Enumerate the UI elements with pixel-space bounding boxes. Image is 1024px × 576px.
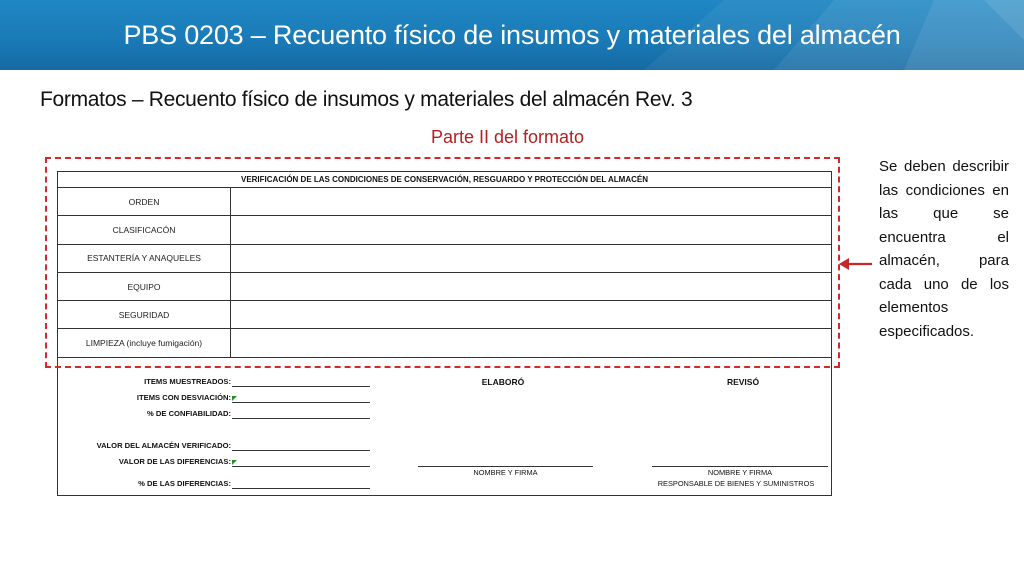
row-label: ESTANTERÍA Y ANAQUELES xyxy=(58,245,231,272)
reviso-caption: NOMBRE Y FIRMA xyxy=(707,468,773,477)
subtitle: Formatos – Recuento físico de insumos y materiales del almacén Rev. 3 xyxy=(40,88,693,111)
form-heading: VERIFICACIÓN DE LAS CONDICIONES DE CONSERVACIÓN, RESGUARDO Y PROTECCIÓN DEL ALMACÉN xyxy=(58,172,831,188)
row-label: EQUIPO xyxy=(58,273,231,300)
valor-verificado-line xyxy=(232,450,370,451)
elaboro-heading: ELABORÓ xyxy=(481,377,525,387)
valor-verificado-label: VALOR DEL ALMACÉN VERIFICADO: xyxy=(96,441,231,450)
cell-marker-icon xyxy=(232,460,237,465)
row-label: CLASIFICACÓN xyxy=(58,216,231,243)
items-desviacion-label: ITEMS CON DESVIACIÓN: xyxy=(136,393,231,402)
valor-diferencias-label: VALOR DE LAS DIFERENCIAS: xyxy=(118,457,231,466)
section-title: Parte II del formato xyxy=(431,127,585,147)
highlight-box xyxy=(45,157,840,368)
reviso-heading: REVISÓ xyxy=(726,377,760,387)
reviso-role-caption: RESPONSABLE DE BIENES Y SUMINISTROS xyxy=(657,479,815,488)
elaboro-caption: NOMBRE Y FIRMA xyxy=(473,468,538,477)
explanatory-note: Se deben describir las condiciones en las que se encuentra el almacén, para cada uno de los elementos especificados. xyxy=(879,158,1009,340)
porc-diferencias-label: % DE LAS DIFERENCIAS: xyxy=(138,479,231,488)
confiabilidad-label: % DE CONFIABILIDAD: xyxy=(147,409,231,418)
porc-diferencias-line xyxy=(232,488,370,489)
confiabilidad-line xyxy=(232,418,370,419)
items-muestreados-label: ITEMS MUESTREADOS: xyxy=(144,377,231,386)
arrow-icon xyxy=(838,254,874,274)
items-desviacion-line xyxy=(232,402,370,403)
page-title: PBS 0203 – Recuento físico de insumos y materiales del almacén xyxy=(123,19,901,50)
header-band xyxy=(0,0,1024,70)
row-label: SEGURIDAD xyxy=(58,301,231,328)
items-muestreados-line xyxy=(232,386,370,387)
cell-marker-icon xyxy=(232,396,237,401)
valor-diferencias-line xyxy=(232,466,370,467)
row-label: LIMPIEZA (incluye fumigación) xyxy=(58,329,231,356)
row-label: ORDEN xyxy=(58,188,231,215)
